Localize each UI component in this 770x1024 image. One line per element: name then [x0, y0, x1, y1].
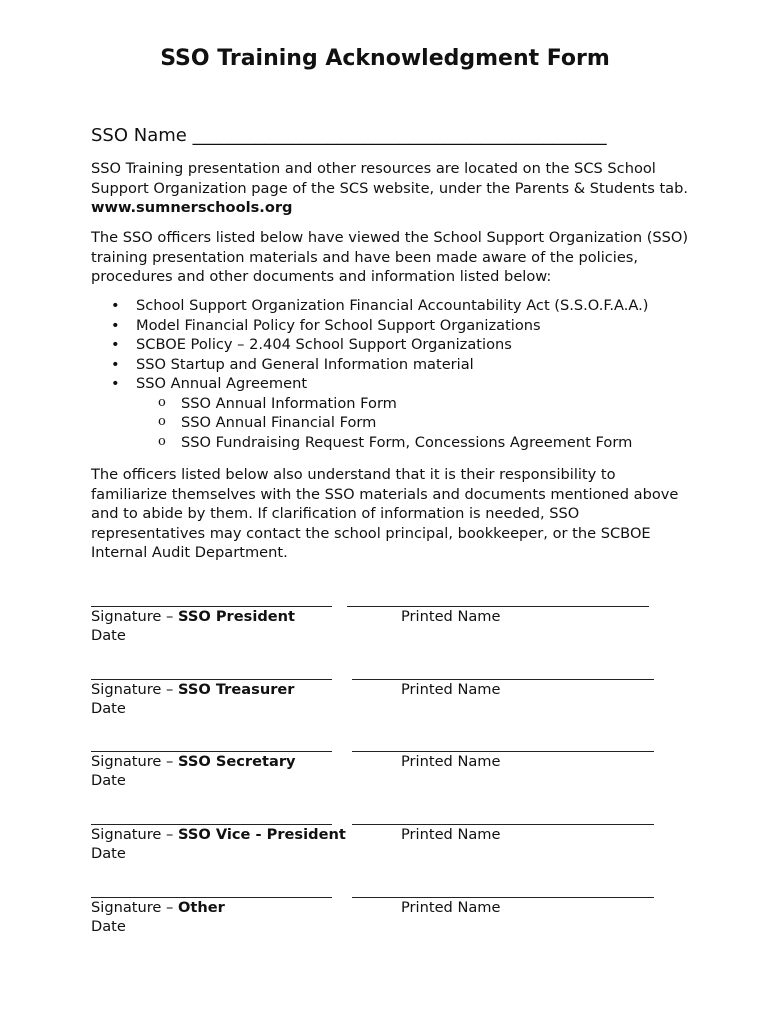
- signature-label: [91, 899, 225, 916]
- date-label: Date: [91, 845, 126, 862]
- date-label: Date: [91, 918, 126, 935]
- signature-line[interactable]: [91, 897, 332, 898]
- signature-line[interactable]: [91, 679, 332, 680]
- list-item: [91, 374, 731, 452]
- signature-label: [91, 681, 295, 698]
- list-item-text: School Support Organization Financial Accountability Act (S.S.O.F.A.A.): [136, 297, 649, 314]
- signature-block-treasurer: [0, 679, 770, 739]
- list-item-text: SCBOE Policy – 2.404 School Support Organizations: [136, 336, 512, 353]
- officers-paragraph: The SSO officers listed below have viewed the School Support Organization (SSO) training presentation materials and have been made aware of the policies, procedures and other documents and information listed below:: [91, 229, 689, 285]
- policy-list: [91, 296, 731, 452]
- printed-name-line[interactable]: [352, 897, 654, 898]
- signature-role: SSO Secretary: [177, 753, 296, 770]
- list-item-text: SSO Startup and General Information material: [136, 355, 474, 373]
- signature-role: SSO Treasurer: [177, 681, 295, 698]
- intro-text: SSO Training presentation and other resources are located on the SCS School Support Organization page of the SCS website, under the Parents & Students tab.: [91, 160, 689, 197]
- sub-list-item: [136, 394, 731, 414]
- signature-role: Other: [177, 899, 225, 916]
- form-title: SSO Training Acknowledgment Form: [160, 46, 610, 71]
- signature-line[interactable]: [91, 751, 332, 752]
- responsibility-paragraph: The officers listed below also understand that it is their responsibility to familiarize themselves with the SSO materials and documents mentioned above and to abide by them. If clarification of information is needed, SSO representatives may contact the school principal, bookkeeper, or the SCBOE Internal Audit Department.: [91, 466, 679, 561]
- signature-line[interactable]: [91, 824, 332, 825]
- sso-name-field[interactable]: [91, 125, 607, 146]
- date-label: Date: [91, 700, 126, 717]
- date-label: Date: [91, 772, 126, 789]
- sub-list-item: [136, 433, 731, 453]
- annual-agreement-sublist: [136, 394, 731, 453]
- signature-role: SSO President: [177, 608, 296, 625]
- printed-name-label: Printed Name: [401, 608, 501, 625]
- list-item-text: Model Financial Policy for School Support Organizations: [136, 316, 541, 334]
- signature-prefix: Signature –: [91, 608, 178, 625]
- printed-name-label: Printed Name: [401, 826, 501, 843]
- bullet-glyph: •: [111, 336, 120, 353]
- list-item: [91, 335, 731, 355]
- printed-name-line[interactable]: [352, 824, 654, 825]
- list-item: [91, 316, 731, 336]
- signature-block-other: [0, 897, 770, 957]
- sso-name-blank: ______________________________________________: [192, 125, 607, 146]
- list-item: [91, 355, 731, 375]
- printed-name-label: Printed Name: [401, 681, 501, 698]
- signature-role: SSO Vice - President: [177, 826, 346, 843]
- printed-name-line[interactable]: [347, 606, 649, 607]
- signature-prefix: Signature –: [91, 826, 178, 843]
- sub-bullet-glyph: o: [158, 433, 166, 449]
- bullet-glyph: •: [111, 355, 120, 373]
- date-label: Date: [91, 627, 126, 644]
- signature-block-secretary: [0, 751, 770, 811]
- signature-label: [91, 608, 295, 625]
- signature-prefix: Signature –: [91, 681, 178, 698]
- printed-name-label: Printed Name: [401, 753, 501, 770]
- sub-list-item-text: SSO Fundraising Request Form, Concessions Agreement Form: [181, 433, 633, 451]
- signature-label: [91, 753, 296, 770]
- sub-bullet-glyph: o: [158, 394, 166, 410]
- sub-list-item-text: SSO Annual Financial Form: [181, 414, 377, 431]
- signature-prefix: Signature –: [91, 899, 178, 916]
- sub-list-item: [136, 413, 731, 433]
- sso-name-label: SSO Name: [91, 125, 187, 146]
- sub-list-item-text: SSO Annual Information Form: [181, 394, 397, 412]
- list-item-text: SSO Annual Agreement: [136, 375, 308, 392]
- printed-name-label: Printed Name: [401, 899, 501, 916]
- signature-block-vice-president: [0, 824, 770, 884]
- signature-block-president: [0, 606, 770, 666]
- intro-paragraph: [91, 159, 691, 218]
- printed-name-line[interactable]: [352, 679, 654, 680]
- bullet-glyph: •: [111, 316, 120, 334]
- list-item: [91, 296, 731, 316]
- website-link[interactable]: www.sumnerschools.org: [91, 199, 293, 216]
- bullet-glyph: •: [111, 297, 120, 314]
- printed-name-line[interactable]: [352, 751, 654, 752]
- signature-prefix: Signature –: [91, 753, 178, 770]
- sub-bullet-glyph: o: [158, 414, 166, 429]
- signature-label: [91, 826, 346, 843]
- bullet-glyph: •: [111, 375, 120, 392]
- signature-line[interactable]: [91, 606, 332, 607]
